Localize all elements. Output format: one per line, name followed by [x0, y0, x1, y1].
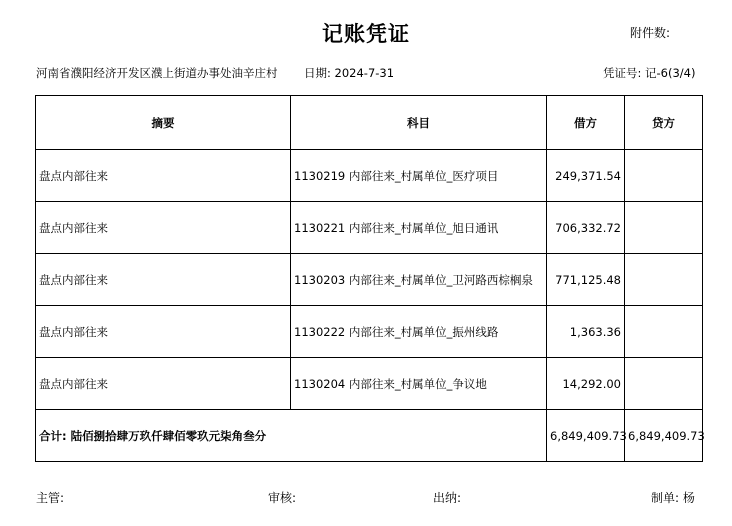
row-account: 1130203 内部往来_村属单位_卫河路西棕榈泉 — [291, 254, 547, 306]
unit-name: 河南省濮阳经济开发区濮上街道办事处油辛庄村 — [36, 66, 278, 80]
header-credit: 贷方 — [625, 96, 703, 150]
voucher-number: 凭证号: 记-6(3/4) — [603, 66, 696, 80]
row-account: 1130204 内部往来_村属单位_争议地 — [291, 358, 547, 410]
voucher-date: 日期: 2024-7-31 — [304, 66, 395, 80]
row-summary: 盘点内部往来 — [36, 254, 291, 306]
footer-preparer: 制单: 杨 — [651, 491, 695, 505]
row-summary: 盘点内部往来 — [36, 306, 291, 358]
footer-supervisor: 主管: — [36, 491, 65, 505]
header-account: 科目 — [291, 96, 547, 150]
table-row — [36, 202, 703, 254]
row-credit — [625, 306, 703, 358]
total-credit: 6,849,409.73 — [625, 410, 703, 462]
table-row — [36, 358, 703, 410]
footer-reviewer: 审核: — [268, 491, 297, 505]
table-row — [36, 254, 703, 306]
row-credit — [625, 358, 703, 410]
row-debit: 706,332.72 — [547, 202, 625, 254]
row-debit: 14,292.00 — [547, 358, 625, 410]
row-debit: 249,371.54 — [547, 150, 625, 202]
row-account: 1130222 内部往来_村属单位_振州线路 — [291, 306, 547, 358]
row-credit — [625, 150, 703, 202]
row-account: 1130219 内部往来_村属单位_医疗项目 — [291, 150, 547, 202]
total-row — [36, 410, 703, 462]
total-debit: 6,849,409.73 — [547, 410, 625, 462]
voucher-table — [35, 95, 703, 462]
total-label: 合计: 陆佰捌拾肆万玖仟肆佰零玖元柒角叁分 — [36, 410, 547, 462]
footer-cashier: 出纳: — [433, 491, 462, 505]
row-credit — [625, 202, 703, 254]
row-debit: 1,363.36 — [547, 306, 625, 358]
row-account: 1130221 内部往来_村属单位_旭日通讯 — [291, 202, 547, 254]
row-summary: 盘点内部往来 — [36, 358, 291, 410]
table-header-row — [36, 96, 703, 150]
row-summary: 盘点内部往来 — [36, 150, 291, 202]
header-summary: 摘要 — [36, 96, 291, 150]
row-debit: 771,125.48 — [547, 254, 625, 306]
table-row — [36, 306, 703, 358]
row-credit — [625, 254, 703, 306]
voucher-title: 记账凭证 — [322, 22, 410, 46]
table-row — [36, 150, 703, 202]
row-summary: 盘点内部往来 — [36, 202, 291, 254]
header-debit: 借方 — [547, 96, 625, 150]
attachments-count: 附件数: — [630, 26, 671, 40]
